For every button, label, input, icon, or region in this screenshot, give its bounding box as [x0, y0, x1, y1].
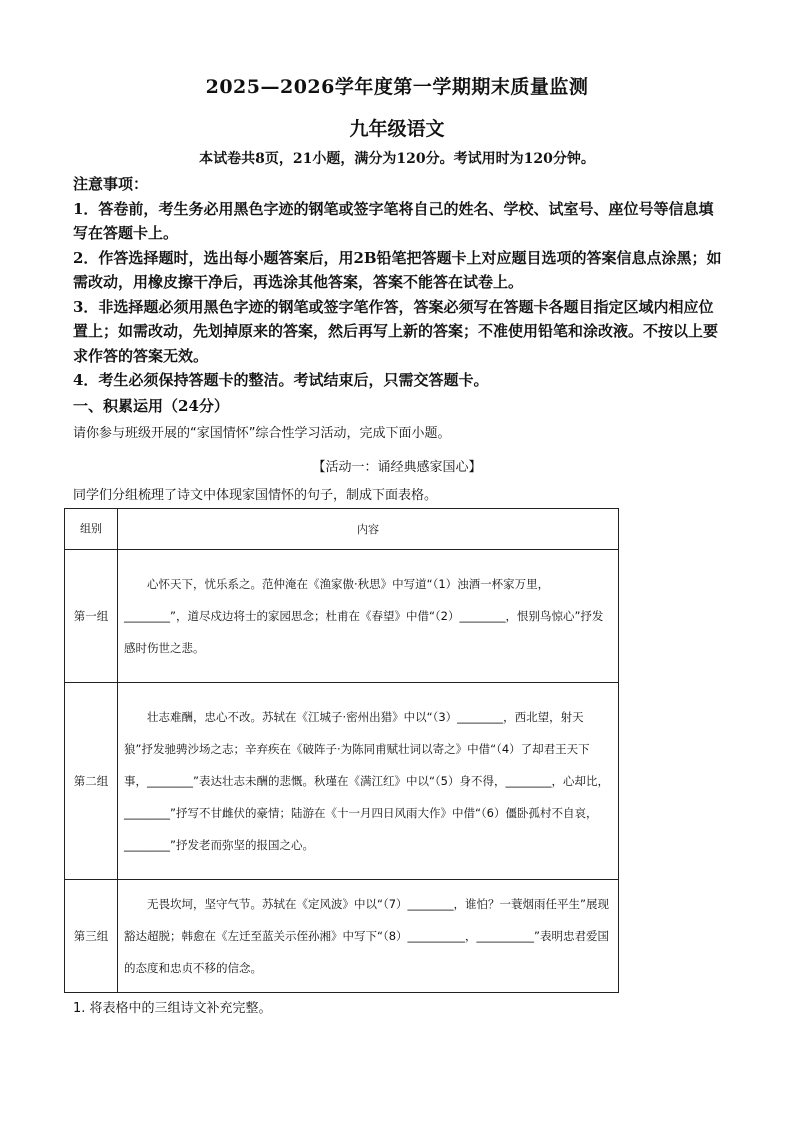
activity-intro: 同学们分组梳理了诗文中体现家国情怀的句子，制成下面表格。 — [73, 488, 438, 503]
notes-heading: 注意事项： — [73, 175, 149, 193]
activity-title: 【活动一：诵经典感家国心】 — [312, 460, 482, 475]
table-row — [65, 550, 619, 683]
question-1: 1. 将表格中的三组诗文补充完整。 — [73, 1001, 272, 1016]
exam-title: 2025—2026学年度第一学期期末质量监测 — [205, 76, 589, 98]
notes-block — [73, 172, 723, 393]
table-row — [65, 683, 619, 880]
group-cell: 第三组 — [65, 880, 118, 993]
section-intro: 请你参与班级开展的“家国情怀”综合性学习活动，完成下面小题。 — [73, 426, 451, 441]
table-header-row — [65, 509, 619, 550]
exam-info: 本试卷共8页，21小题，满分为120分。考试用时为120分钟。 — [199, 151, 595, 167]
content-cell: 壮志难酬，忠心不改。苏轼在《江城子·密州出猎》中以“（3）________，西北望，射天狼”抒发驰骋沙场之志；辛弃疾在《破阵子·为陈同甫赋壮词以寄之》中借“（4）了却君王天下事，________”表达壮志未酬的悲慨。秋瑾在《满江红》中以“（5）身不得，________，心却比，________”抒写不甘雌伏的豪情；陆游在《十一月四日风雨大作》中借“（6）僵卧孤村不自哀，________”抒发老而弥坚的报国之心。 — [118, 683, 619, 880]
notes-item-1: 1．答卷前，考生务必用黑色字迹的钢笔或签字笔将自己的姓名、学校、试室号、座位号等信息填写在答题卡上。 — [73, 199, 714, 242]
group-cell: 第二组 — [65, 683, 118, 880]
section-heading: 一、积累运用（24分） — [73, 397, 229, 415]
exam-subject: 九年级语文 — [349, 118, 445, 140]
poem-table — [64, 508, 619, 993]
table-row — [65, 880, 619, 993]
content-cell: 心怀天下，忧乐系之。范仲淹在《渔家傲·秋思》中写道“（1）浊酒一杯家万里，________”，道尽戍边将士的家园思念；杜甫在《春望》中借“（2）________，恨别鸟惊心”抒发感时伤世之悲。 — [118, 550, 619, 683]
header-group: 组别 — [65, 509, 118, 550]
notes-item-4: 4．考生必须保持答题卡的整洁。考试结束后，只需交答题卡。 — [73, 371, 489, 389]
content-cell: 无畏坎坷，坚守气节。苏轼在《定风波》中以“（7）________，谁怕？一蓑烟雨任平生”展现豁达超脱；韩愈在《左迁至蓝关示侄孙湘》中写下“（8）__________，__________”表明忠君爱国的态度和忠贞不移的信念。 — [118, 880, 619, 993]
header-content: 内容 — [118, 509, 619, 550]
notes-item-3: 3．非选择题必须用黑色字迹的钢笔或签字笔作答，答案必须写在答题卡各题目指定区域内相应位置上；如需改动，先划掉原来的答案，然后再写上新的答案；不准使用铅笔和涂改液。不按以上要求作答的答案无效。 — [73, 297, 719, 365]
group-cell: 第一组 — [65, 550, 118, 683]
notes-item-2: 2．作答选择题时，选出每小题答案后，用2B铅笔把答题卡上对应题目选项的答案信息点涂黑；如需改动，用橡皮擦干净后，再选涂其他答案，答案不能答在试卷上。 — [73, 248, 722, 291]
